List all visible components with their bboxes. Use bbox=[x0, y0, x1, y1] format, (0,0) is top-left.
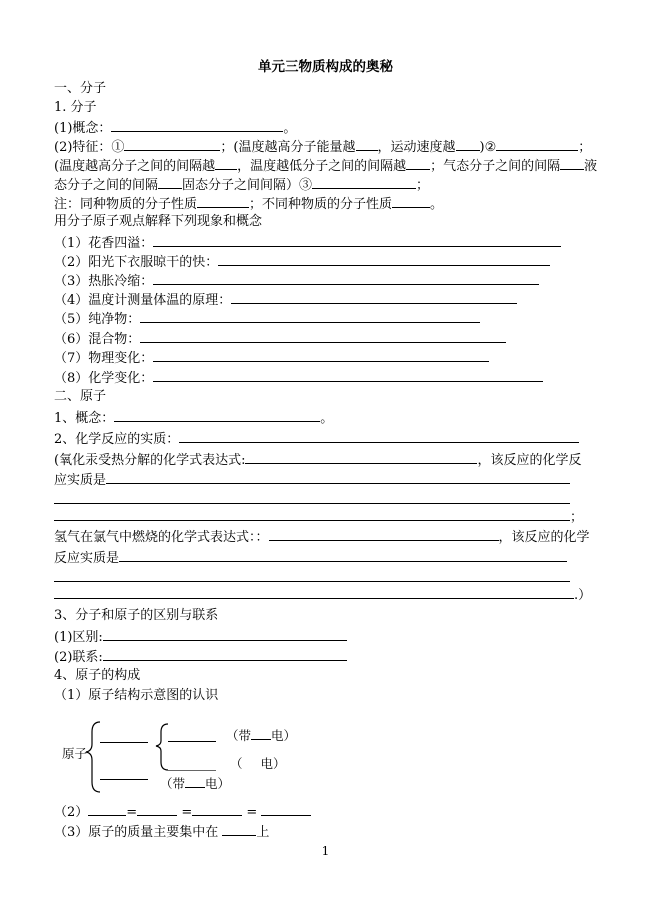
subheading-molecule: 1. 分子 bbox=[54, 100, 97, 115]
explain-item: （7）物理变化： bbox=[54, 348, 489, 367]
answer-blank[interactable] bbox=[192, 802, 242, 816]
answer-blank[interactable] bbox=[261, 802, 311, 816]
connection-line: (2)联系: bbox=[54, 647, 347, 666]
explain-item: （8）化学变化： bbox=[54, 368, 543, 387]
mercury-oxide-end-line: ； bbox=[54, 507, 583, 526]
hydrogen-chlorine-end-line: .） bbox=[54, 585, 591, 604]
mercury-oxide-line: (氧化汞受热分解的化学式表达式: ，该反应的化学反 bbox=[54, 450, 581, 469]
section-heading-molecule: 一、分子 bbox=[54, 81, 107, 96]
answer-blank[interactable] bbox=[88, 802, 126, 816]
proton-charge: （带 电） bbox=[226, 728, 297, 743]
reaction-essence-line: 2、化学反应的实质： bbox=[54, 429, 579, 448]
explain-item: （6）混合物： bbox=[54, 329, 506, 348]
charge-blank[interactable] bbox=[185, 774, 205, 788]
inner-brace bbox=[156, 724, 168, 770]
temperature-line: (温度越高分子之间的间隔越 ，温度越低分子之间的间隔越 ；气态分子之间的间隔 液 bbox=[54, 156, 597, 175]
explain-item: （1）花香四溢： bbox=[54, 233, 561, 252]
page-title: 单元三物质构成的奥秘 bbox=[258, 59, 393, 75]
neutron-blank[interactable] bbox=[168, 770, 216, 771]
structure-subheading: （1）原子结构示意图的认识 bbox=[54, 688, 219, 703]
explain-item: （5）纯净物： bbox=[54, 309, 480, 328]
hydrogen-chlorine-essence-line: 反应实质是 bbox=[54, 548, 567, 567]
state-line: 态分子之间的间隔 固态分子之间间隔）③ ； bbox=[54, 175, 429, 194]
hydrogen-chlorine-line: 氢气在氯气中燃烧的化学式表达式：： ，该反应的化学 bbox=[54, 527, 590, 546]
section-heading-atom: 二、原子 bbox=[54, 389, 107, 404]
atom-label: 原子 bbox=[62, 746, 88, 761]
explain-item: （2）阳光下衣服晾干的快： bbox=[54, 252, 550, 271]
neutron-charge: （ 电） bbox=[230, 756, 286, 771]
equality-line: （2） = = = bbox=[54, 802, 311, 821]
nucleus-blank[interactable] bbox=[100, 742, 148, 743]
molecule-feature-line: (2)特征：① ；(温度越高分子能量越 ，运动速度越 )② ； bbox=[54, 137, 591, 156]
mass-line: （3）原子的质量主要集中在 上 bbox=[54, 822, 269, 841]
electron-blank[interactable] bbox=[100, 779, 148, 780]
difference-heading: 3、分子和原子的区别与联系 bbox=[54, 608, 219, 623]
explain-instruction: 用分子原子观点解释下列现象和概念 bbox=[54, 214, 263, 229]
difference-line: (1)区别: bbox=[54, 627, 347, 646]
outer-brace bbox=[86, 722, 100, 792]
answer-blank[interactable] bbox=[137, 802, 177, 816]
charge-blank[interactable] bbox=[251, 726, 271, 740]
electron-charge: （带 电） bbox=[160, 776, 231, 791]
mercury-oxide-essence-line: 应实质是 bbox=[54, 470, 570, 489]
atom-concept-line: 1、概念： 。 bbox=[54, 408, 333, 427]
structure-heading: 4、原子的构成 bbox=[54, 668, 141, 683]
molecule-concept-line: (1)概念： 。 bbox=[54, 118, 296, 137]
proton-blank[interactable] bbox=[168, 741, 216, 742]
explain-item: （3）热胀冷缩： bbox=[54, 271, 539, 290]
answer-blank[interactable] bbox=[222, 822, 256, 836]
explain-item: （4）温度计测量体温的原理： bbox=[54, 290, 517, 309]
note-line: 注：同种物质的分子性质 ；不同种物质的分子性质 。 bbox=[54, 194, 443, 213]
page-number: 1 bbox=[321, 844, 330, 858]
